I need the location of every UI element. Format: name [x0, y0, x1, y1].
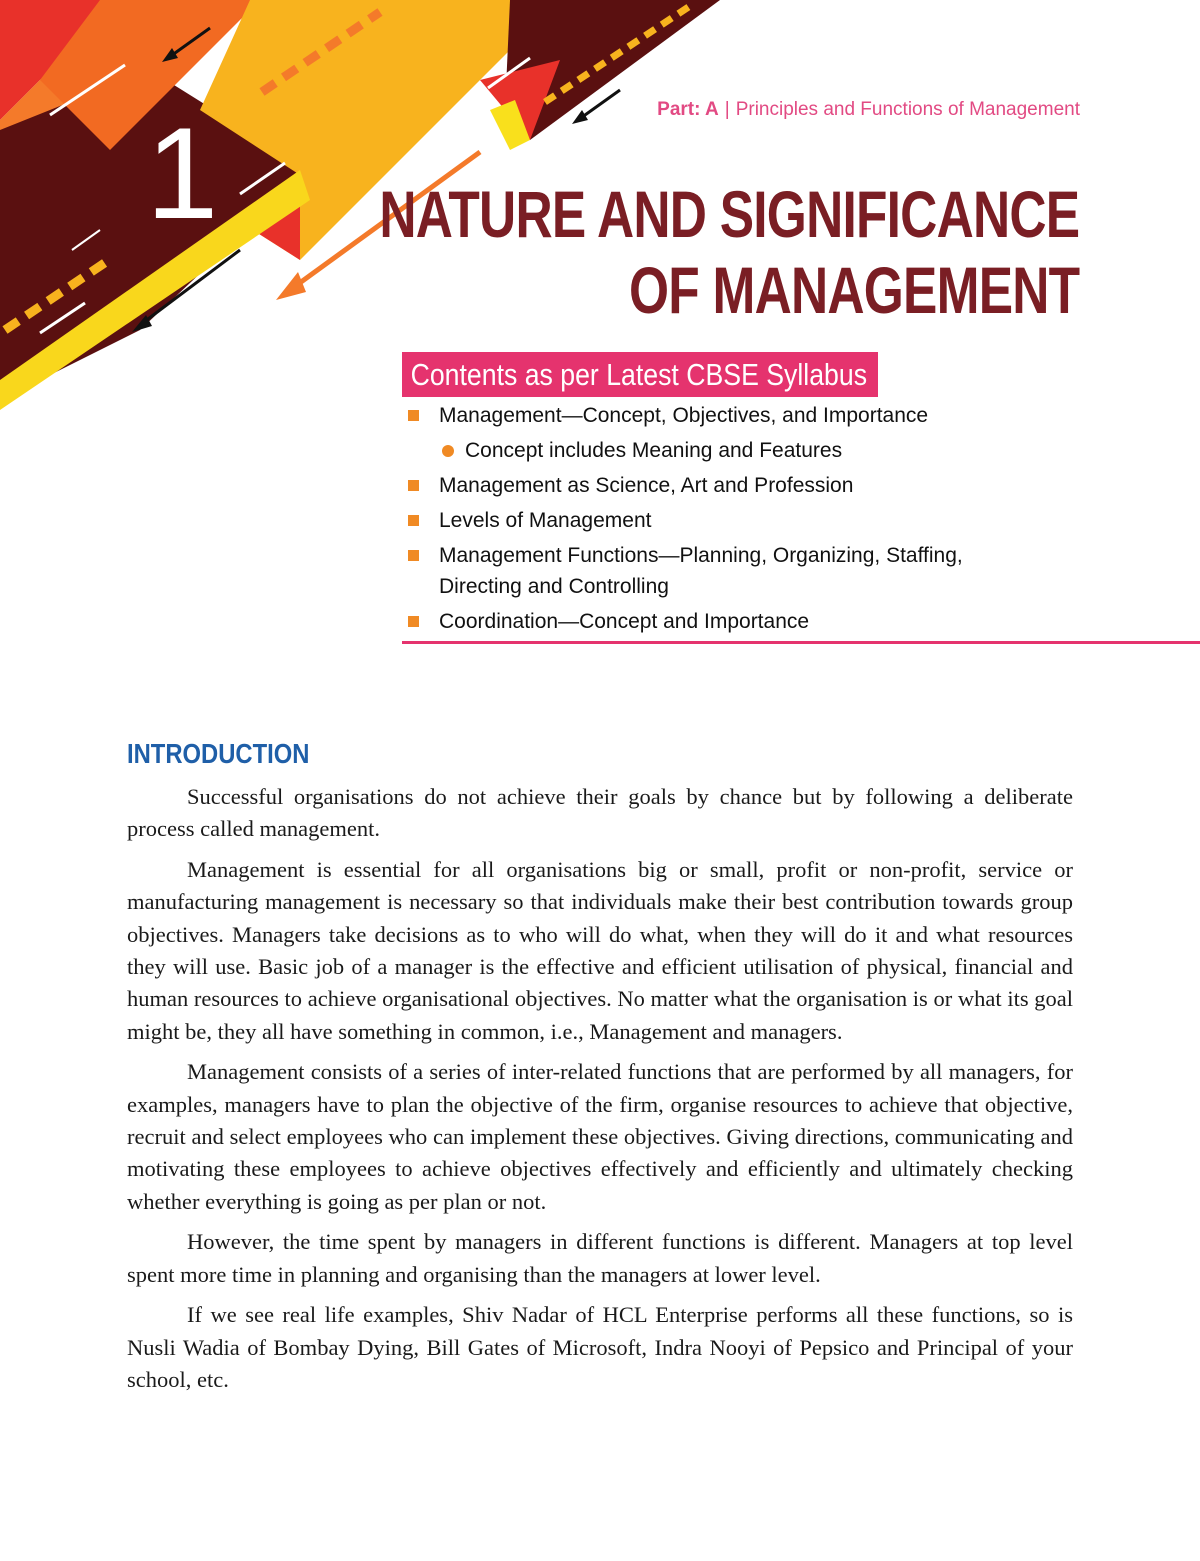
contents-item-text: Concept includes Meaning and Features	[465, 439, 843, 462]
contents-item	[402, 606, 1062, 637]
contents-item	[402, 400, 1062, 431]
part-header	[657, 99, 1080, 121]
part-separator: |	[724, 99, 730, 120]
paragraph: Successful organisations do not achieve their goals by chance but by following a deliberate process called management.	[127, 784, 1073, 842]
paragraph: However, the time spent by managers in different functions is different. Managers at top level spent more time in planning and organising than the managers at lower level.	[127, 1229, 1073, 1287]
contents-heading: Contents as per Latest CBSE Syllabus	[410, 357, 868, 392]
chapter-title-line-1: NATURE AND SIGNIFICANCE	[379, 177, 1079, 251]
paragraph: Management is essential for all organisations big or small, profit or non-profit, service or manufacturing management is necessary so that individuals make their best contribution towards group objectives. Managers take decisions as to who will do what, when they will do it and what resources they will use. Basic job of a manager is the effective and efficient utilisation of physical, financial and human resources to achieve organisational objectives. No matter what the organisation is or what its goal might be, they all have something in common, i.e., Management and managers.	[127, 856, 1073, 1044]
contents-subitem	[402, 435, 1062, 466]
square-bullet-icon	[408, 515, 419, 526]
contents-item	[402, 540, 1039, 602]
part-label: Part: A	[657, 99, 719, 120]
banner-black-arrow-2-head	[572, 110, 588, 124]
contents-item-text: Coordination—Concept and Importance	[439, 610, 810, 633]
contents-heading-box	[402, 352, 878, 397]
contents-item-text: Management Functions—Planning, Organizing, Staffing, Directing and Controlling	[439, 544, 963, 598]
introduction-body	[127, 781, 1073, 1404]
chapter-title	[379, 176, 1079, 328]
round-bullet-icon	[442, 445, 454, 457]
contents-item-text: Management as Science, Art and Profession	[439, 474, 854, 497]
section-divider	[402, 641, 1200, 644]
contents-item-text: Levels of Management	[439, 509, 652, 532]
square-bullet-icon	[408, 616, 419, 627]
contents-item	[402, 470, 1062, 501]
chapter-number: 1	[146, 100, 219, 246]
square-bullet-icon	[408, 550, 419, 561]
part-title: Principles and Functions of Management	[735, 99, 1080, 120]
square-bullet-icon	[408, 480, 419, 491]
square-bullet-icon	[408, 410, 419, 421]
introduction-heading: INTRODUCTION	[127, 738, 310, 769]
paragraph: Management consists of a series of inter-related functions that are performed by all managers, for examples, managers have to plan the objective of the firm, organise resources to achieve that objective, recruit and select employees who can implement these objectives. Giving directions, communicating and motivating these employees to achieve objectives effectively and efficiently and ultimately checking whether everything is going as per plan or not.	[127, 1059, 1073, 1214]
contents-list	[402, 400, 1062, 641]
banner-orange-arrow-head	[276, 272, 306, 300]
chapter-title-line-2: OF MANAGEMENT	[628, 253, 1079, 327]
contents-item-text: Management—Concept, Objectives, and Importance	[439, 404, 929, 427]
paragraph: If we see real life examples, Shiv Nadar of HCL Enterprise performs all these functions, so is Nusli Wadia of Bombay Dying, Bill Gates of Microsoft, Indra Nooyi of Pepsico and Principal of your school, etc.	[127, 1302, 1073, 1392]
contents-item	[402, 505, 1062, 536]
